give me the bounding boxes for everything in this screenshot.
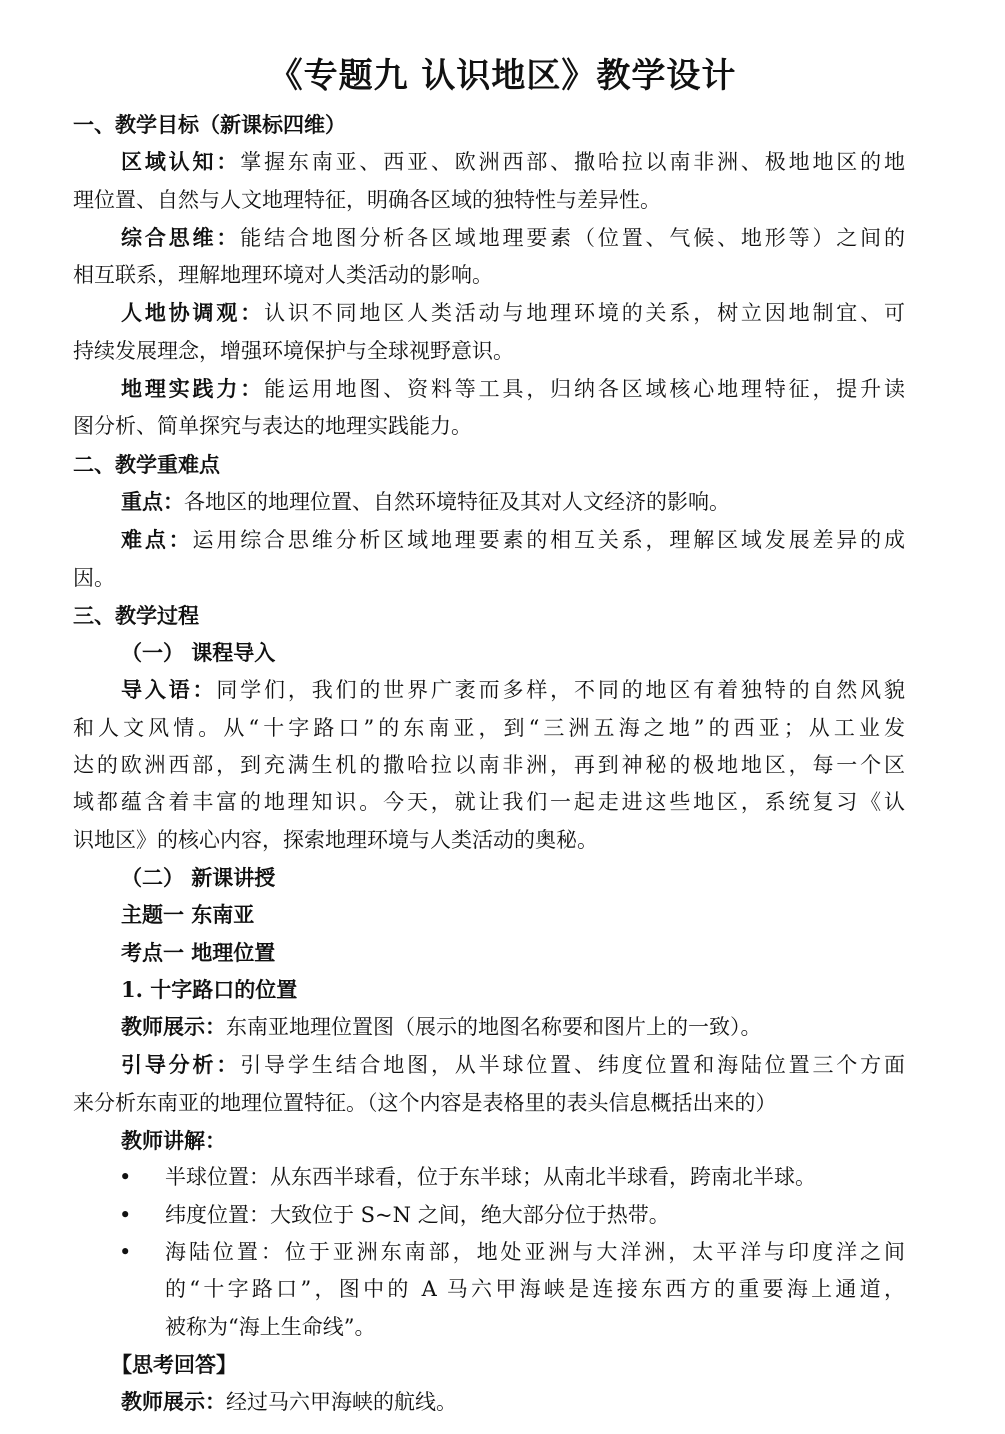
item-heading: 1. 十字路口的位置 xyxy=(121,976,298,1002)
subsection-new-lesson: （二） 新课讲授 xyxy=(121,864,276,890)
guided-analysis xyxy=(73,1046,905,1084)
subsection-introduction: （一） 课程导入 xyxy=(121,640,276,666)
paragraph-text: 东南亚地理位置图（展示的地图名称要和图片上的一致）。 xyxy=(226,1015,762,1040)
paragraph-line: 图分析、简单探究与表达的地理实践能力。 xyxy=(73,414,472,439)
paragraph-label: 导入语： xyxy=(121,677,217,703)
paragraph-text: 各地区的地理位置、自然环境特征及其对人文经济的影响。 xyxy=(184,489,730,514)
section-heading-process: 三、教学过程 xyxy=(73,602,199,628)
paragraph-text: 运用综合思维分析区域地理要素的相互关系，理解区域发展差异的成 xyxy=(192,528,905,553)
paragraph-line: 理位置、自然与人文地理特征，明确各区域的独特性与差异性。 xyxy=(73,187,661,212)
paragraph-label: 人地协调观： xyxy=(121,300,265,326)
paragraph-text: 引导学生结合地图，从半球位置、纬度位置和海陆位置三个方面 xyxy=(240,1053,905,1078)
section-heading-key-points: 二、教学重难点 xyxy=(73,451,220,477)
paragraph-label: 地理实践力： xyxy=(121,376,265,402)
theme-heading: 主题一 东南亚 xyxy=(121,902,255,928)
bullet-text: 纬度位置：大致位于 S~N 之间，绝大部分位于热带。 xyxy=(165,1202,670,1227)
paragraph-line: 相互联系，理解地理环境对人类活动的影响。 xyxy=(73,263,493,288)
teacher-explanation-label: 教师讲解： xyxy=(121,1128,226,1154)
paragraph-text: 掌握东南亚、西亚、欧洲西部、撒哈拉以南非洲、极地地区的地 xyxy=(240,150,905,175)
paragraph-line: 域都蕴含着丰富的地理知识。今天，就让我们一起走进这些地区，系统复习《认 xyxy=(73,790,905,815)
bullet-icon: • xyxy=(119,1165,132,1190)
objective-comprehensive-thinking xyxy=(73,219,905,257)
paragraph-label: 教师展示： xyxy=(121,1389,226,1415)
paragraph-text: 同学们，我们的世界广袤而多样，不同的地区有着独特的自然风貌 xyxy=(216,678,905,703)
bullet-text: 半球位置：从东西半球看，位于东半球；从南北半球看，跨南北半球。 xyxy=(165,1165,816,1190)
document-title: 《专题九 认识地区》教学设计 xyxy=(268,56,737,96)
paragraph-line: 达的欧洲西部，到充满生机的撒哈拉以南非洲，再到神秘的极地地区，每一个区 xyxy=(73,753,905,778)
think-answer-heading: 【思考回答】 xyxy=(111,1351,237,1377)
paragraph-label: 重点： xyxy=(121,488,184,514)
paragraph-line: 来分析东南亚的地理位置特征。（这个内容是表格里的表头信息概括出来的） xyxy=(73,1090,777,1115)
key-point xyxy=(73,483,905,521)
objective-geographic-practice xyxy=(73,370,905,408)
paragraph-label: 区域认知： xyxy=(121,149,241,175)
bullet-icon: • xyxy=(119,1239,132,1264)
objective-human-land-harmony xyxy=(73,294,905,332)
objective-regional-cognition xyxy=(73,143,905,181)
paragraph-label: 引导分析： xyxy=(121,1052,241,1078)
bullet-continuation: 被称为“海上生命线”。 xyxy=(165,1314,376,1339)
paragraph-line: 持续发展理念，增强环境保护与全球视野意识。 xyxy=(73,338,514,363)
paragraph-line: 识地区》的核心内容，探索地理环境与人类活动的奥秘。 xyxy=(73,827,598,852)
bullet-continuation: 的“十字路口”，图中的 A 马六甲海峡是连接东西方的重要海上通道， xyxy=(165,1277,905,1302)
teacher-display xyxy=(73,1383,905,1421)
bullet-item xyxy=(73,1159,905,1196)
paragraph-text: 经过马六甲海峡的航线。 xyxy=(226,1390,457,1415)
paragraph-text: 认识不同地区人类活动与地理环境的关系，树立因地制宜、可 xyxy=(264,301,905,326)
exam-point-heading: 考点一 地理位置 xyxy=(121,939,276,965)
document-body xyxy=(73,106,905,1421)
bullet-item xyxy=(73,1197,905,1234)
difficult-point xyxy=(73,521,905,559)
section-heading-objectives: 一、教学目标（新课标四维） xyxy=(73,112,346,137)
paragraph-label: 教师展示： xyxy=(121,1014,226,1040)
intro-paragraph xyxy=(73,671,905,709)
paragraph-text: 能结合地图分析各区域地理要素（位置、气候、地形等）之间的 xyxy=(240,225,905,250)
bullet-item xyxy=(73,1234,905,1271)
paragraph-label: 综合思维： xyxy=(121,224,241,250)
paragraph-line: 和人文风情。从“十字路口”的东南亚，到“三洲五海之地”的西亚；从工业发 xyxy=(73,715,905,740)
bullet-text: 海陆位置：位于亚洲东南部，地处亚洲与大洋洲，太平洋与印度洋之间 xyxy=(165,1239,905,1264)
bullet-icon: • xyxy=(119,1202,132,1227)
paragraph-text: 能运用地图、资料等工具，归纳各区域核心地理特征，提升读 xyxy=(264,377,905,402)
paragraph-line: 因。 xyxy=(73,565,115,590)
paragraph-label: 难点： xyxy=(121,527,193,553)
teacher-display xyxy=(73,1008,905,1046)
